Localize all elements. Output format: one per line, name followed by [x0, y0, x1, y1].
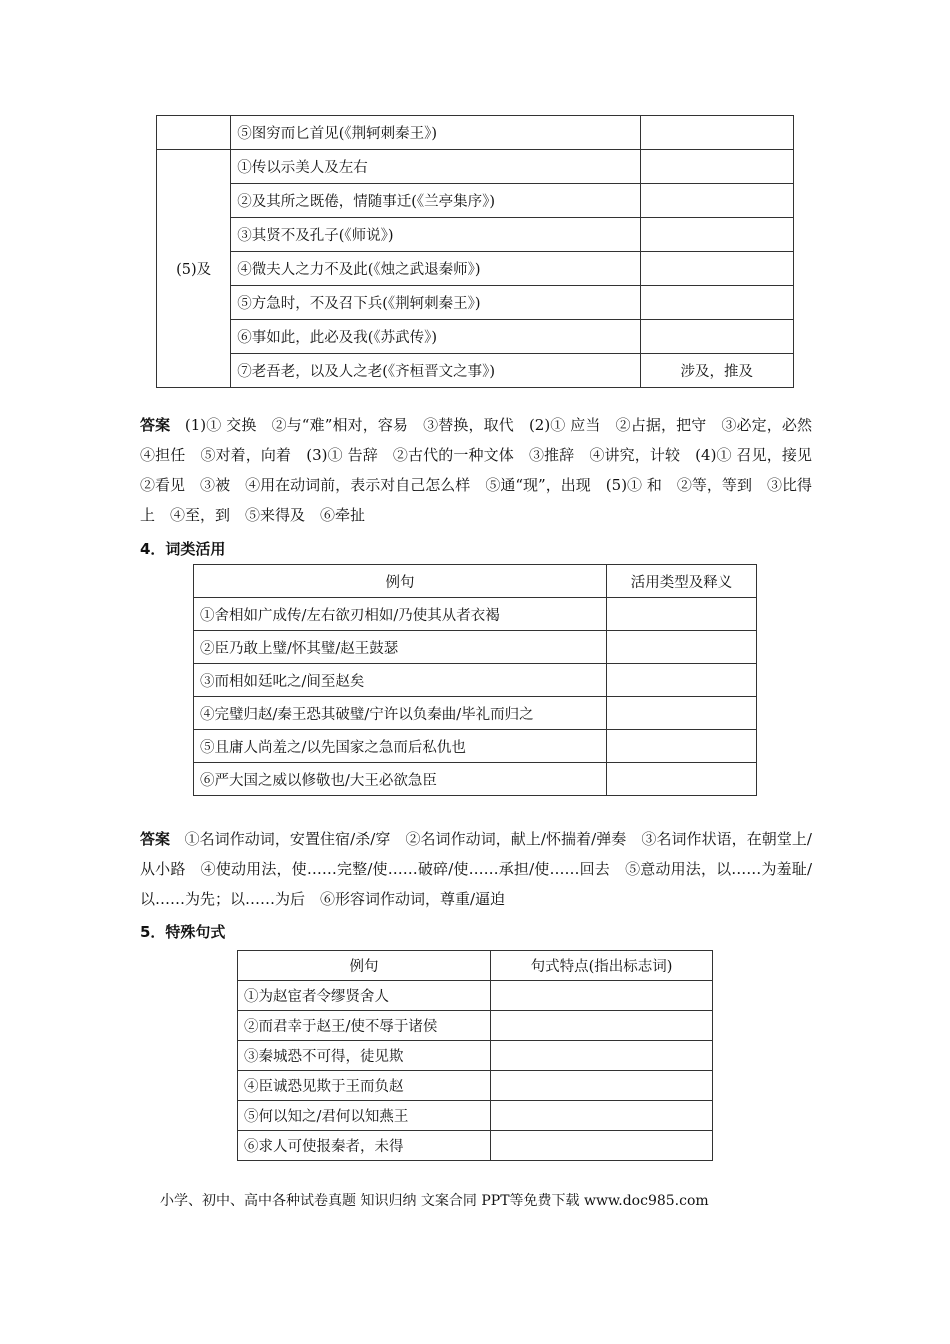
table-word-meanings	[156, 115, 794, 388]
column-header: 活用类型及释义	[607, 565, 757, 598]
table-row	[238, 981, 713, 1011]
answer-cell	[607, 697, 757, 730]
table-special-sentences	[237, 950, 713, 1161]
column-header: 例句	[194, 565, 607, 598]
table-row	[194, 730, 757, 763]
answer-cell	[491, 1071, 713, 1101]
table-row	[194, 598, 757, 631]
table-row	[157, 218, 794, 252]
table-row	[238, 1071, 713, 1101]
answer-cell	[491, 1131, 713, 1161]
table-row	[194, 631, 757, 664]
example-sentence: ①为赵宦者令缪贤舍人	[238, 981, 491, 1011]
column-header: 句式特点(指出标志词)	[491, 951, 713, 981]
table-row	[157, 354, 794, 388]
answer-text: (1)① 交换 ②与“难”相对，容易 ③替换，取代 (2)① 应当 ②占据，把守 ③必定，必然 ④担任 ⑤对着，向着 (3)① 告辞 ②古代的一种文体 ③推辞 ④讲究，计较 (4)① 召见，接见 ②看见 ③被 ④用在动词前，表示对自己怎么样 ⑤通“现”，出现 (5)① 和 ②等，等到 ③比得上 ④至，到 ⑤来得及 ⑥牵扯	[140, 416, 828, 524]
table-row	[194, 664, 757, 697]
meaning-cell	[640, 286, 794, 320]
example-sentence: ③其贤不及孔子(《师说》)	[231, 218, 640, 252]
answer-cell	[491, 1101, 713, 1131]
table-row	[157, 252, 794, 286]
answer-block-2	[140, 824, 812, 914]
table-cell	[157, 116, 231, 150]
example-sentence: ①舍相如广成传/左右欲刃相如/乃使其从者衣褐	[194, 598, 607, 631]
answer-cell	[491, 1011, 713, 1041]
answer-cell	[607, 730, 757, 763]
answer-text: ①名词作动词，安置住宿/杀/穿 ②名词作动词，献上/怀揣着/弹奏 ③名词作状语，在朝堂上/从小路 ④使动用法，使……完整/使……破碎/使……承担/使……回去 ⑤意动用法，以……为羞耻/以……为先；以……为后 ⑥形容词作动词，尊重/逼迫	[140, 830, 812, 908]
example-sentence: ④臣诚恐见欺于王而负赵	[238, 1071, 491, 1101]
meaning-cell	[640, 150, 794, 184]
answer-cell	[491, 1041, 713, 1071]
meaning-cell	[640, 218, 794, 252]
example-sentence: ⑤方急时，不及召下兵(《荆轲刺秦王》)	[231, 286, 640, 320]
meaning-cell	[640, 252, 794, 286]
example-sentence: ⑥求人可使报秦者，未得	[238, 1131, 491, 1161]
table-row	[238, 1041, 713, 1071]
section-heading-5: 5．特殊句式	[140, 923, 226, 941]
table-row	[238, 1101, 713, 1131]
table-row	[238, 1131, 713, 1161]
answer-block-1	[140, 410, 828, 530]
example-sentence: ③秦城恐不可得，徒见欺	[238, 1041, 491, 1071]
answer-cell	[607, 598, 757, 631]
example-sentence: ②而君幸于赵王/使不辱于诸侯	[238, 1011, 491, 1041]
table-row	[157, 150, 794, 184]
answer-label: 答案	[140, 830, 171, 848]
example-sentence: ①传以示美人及左右	[231, 150, 640, 184]
example-sentence: ⑦老吾老，以及人之老(《齐桓晋文之事》)	[231, 354, 640, 388]
example-sentence: ⑤且庸人尚羞之/以先国家之急而后私仇也	[194, 730, 607, 763]
table-word-class-usage	[193, 564, 757, 796]
table-row	[194, 697, 757, 730]
answer-cell	[607, 631, 757, 664]
answer-cell	[491, 981, 713, 1011]
table-row	[238, 1011, 713, 1041]
example-sentence: ④完璧归赵/秦王恐其破璧/宁许以负秦曲/毕礼而归之	[194, 697, 607, 730]
table-row	[157, 184, 794, 218]
example-sentence: ②臣乃敢上璧/怀其璧/赵王鼓瑟	[194, 631, 607, 664]
table-header-row	[238, 951, 713, 981]
section-heading-4: 4．词类活用	[140, 540, 226, 558]
group-label: (5)及	[157, 150, 231, 388]
column-header: 例句	[238, 951, 491, 981]
example-sentence: ⑤图穷而匕首见(《荆轲刺秦王》)	[231, 116, 640, 150]
meaning-cell	[640, 320, 794, 354]
answer-label: 答案	[140, 416, 171, 434]
table-row	[157, 116, 794, 150]
example-sentence: ③而相如廷叱之/间至赵矣	[194, 664, 607, 697]
answer-cell	[607, 763, 757, 796]
meaning-cell	[640, 184, 794, 218]
example-sentence: ④微夫人之力不及此(《烛之武退秦师》)	[231, 252, 640, 286]
table-row	[157, 320, 794, 354]
example-sentence: ⑤何以知之/君何以知燕王	[238, 1101, 491, 1131]
table-header-row	[194, 565, 757, 598]
meaning-cell	[640, 116, 794, 150]
example-sentence: ⑥事如此，此必及我(《苏武传》)	[231, 320, 640, 354]
example-sentence: ②及其所之既倦，情随事迁(《兰亭集序》)	[231, 184, 640, 218]
page-footer[interactable]: 小学、初中、高中各种试卷真题 知识归纳 文案合同 PPT等免费下载 www.doc985.com	[160, 1193, 709, 1209]
table-row	[157, 286, 794, 320]
meaning-cell: 涉及，推及	[640, 354, 794, 388]
answer-cell	[607, 664, 757, 697]
table-row	[194, 763, 757, 796]
example-sentence: ⑥严大国之威以修敬也/大王必欲急臣	[194, 763, 607, 796]
